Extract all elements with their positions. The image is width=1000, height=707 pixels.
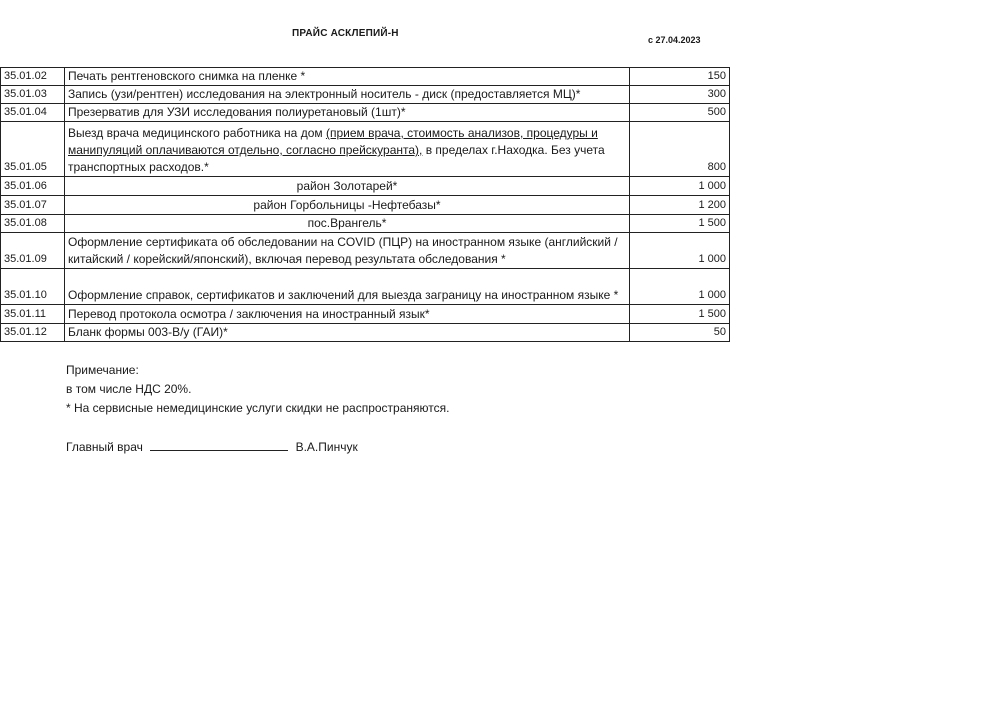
table-row [1, 68, 730, 86]
table-row [1, 86, 730, 104]
row-description: район Горбольницы -Нефтебазы* [65, 196, 630, 215]
table-row [1, 196, 730, 215]
table-row [1, 233, 730, 269]
row-code: 35.01.04 [1, 104, 65, 122]
row-price: 500 [630, 104, 730, 122]
row-price: 1 000 [630, 233, 730, 269]
table-row [1, 122, 730, 177]
signature-line [150, 439, 288, 451]
row-code: 35.01.11 [1, 305, 65, 324]
row-price: 1 000 [630, 177, 730, 196]
row-description: Запись (узи/рентген) исследования на электронный носитель - диск (предоставляется МЦ)* [65, 86, 630, 104]
row-price: 800 [630, 122, 730, 177]
table-row [1, 324, 730, 342]
table-row [1, 177, 730, 196]
row-code: 35.01.05 [1, 122, 65, 177]
table-row [1, 104, 730, 122]
vat-note: в том числе НДС 20%. [66, 382, 192, 396]
effective-date: с 27.04.2023 [648, 35, 701, 45]
home-visit-text-tail: в пределах г.Находка. Без учета транспортных расходов.* [68, 143, 605, 174]
row-description: район Золотарей* [65, 177, 630, 196]
discount-note: * На сервисные немедицинские услуги скидки не распространяются. [66, 401, 450, 415]
row-description: Оформление сертификата об обследовании на COVID (ПЦР) на иностранном языке (английский / китайский / корейский/японский), включая перевод результата обследования * [65, 233, 630, 269]
row-price: 1 000 [630, 269, 730, 305]
row-description [65, 122, 630, 177]
row-price: 1 200 [630, 196, 730, 215]
row-description: Оформление справок, сертификатов и заключений для выезда заграницу на иностранном языке * [65, 269, 630, 305]
signature-block [66, 439, 358, 454]
row-price: 150 [630, 68, 730, 86]
note-heading: Примечание: [66, 363, 139, 377]
row-description: Презерватив для УЗИ исследования полиуретановый (1шт)* [65, 104, 630, 122]
row-price: 50 [630, 324, 730, 342]
row-description: Бланк формы 003-В/у (ГАИ)* [65, 324, 630, 342]
page-title: ПРАЙС АСКЛЕПИЙ-Н [292, 28, 399, 39]
price-table [0, 67, 730, 342]
row-code: 35.01.12 [1, 324, 65, 342]
signature-role: Главный врач [66, 440, 143, 454]
row-description: Перевод протокола осмотра / заключения на иностранный язык* [65, 305, 630, 324]
row-code: 35.01.02 [1, 68, 65, 86]
signature-name: В.А.Пинчук [295, 440, 358, 454]
row-price: 1 500 [630, 305, 730, 324]
table-row [1, 305, 730, 324]
row-code: 35.01.07 [1, 196, 65, 215]
row-price: 1 500 [630, 215, 730, 233]
home-visit-underlined-text: (прием врача, стоимость анализов, процедуры и манипуляций оплачиваются отдельно, согласно прейскуранта), [68, 126, 598, 157]
row-price: 300 [630, 86, 730, 104]
home-visit-text: Выезд врача медицинского работника на дом [68, 126, 326, 140]
row-code: 35.01.10 [1, 269, 65, 305]
table-row [1, 269, 730, 305]
row-code: 35.01.09 [1, 233, 65, 269]
row-description: Печать рентгеновского снимка на пленке * [65, 68, 630, 86]
row-code: 35.01.03 [1, 86, 65, 104]
row-description: пос.Врангель* [65, 215, 630, 233]
row-code: 35.01.06 [1, 177, 65, 196]
table-row [1, 215, 730, 233]
row-code: 35.01.08 [1, 215, 65, 233]
